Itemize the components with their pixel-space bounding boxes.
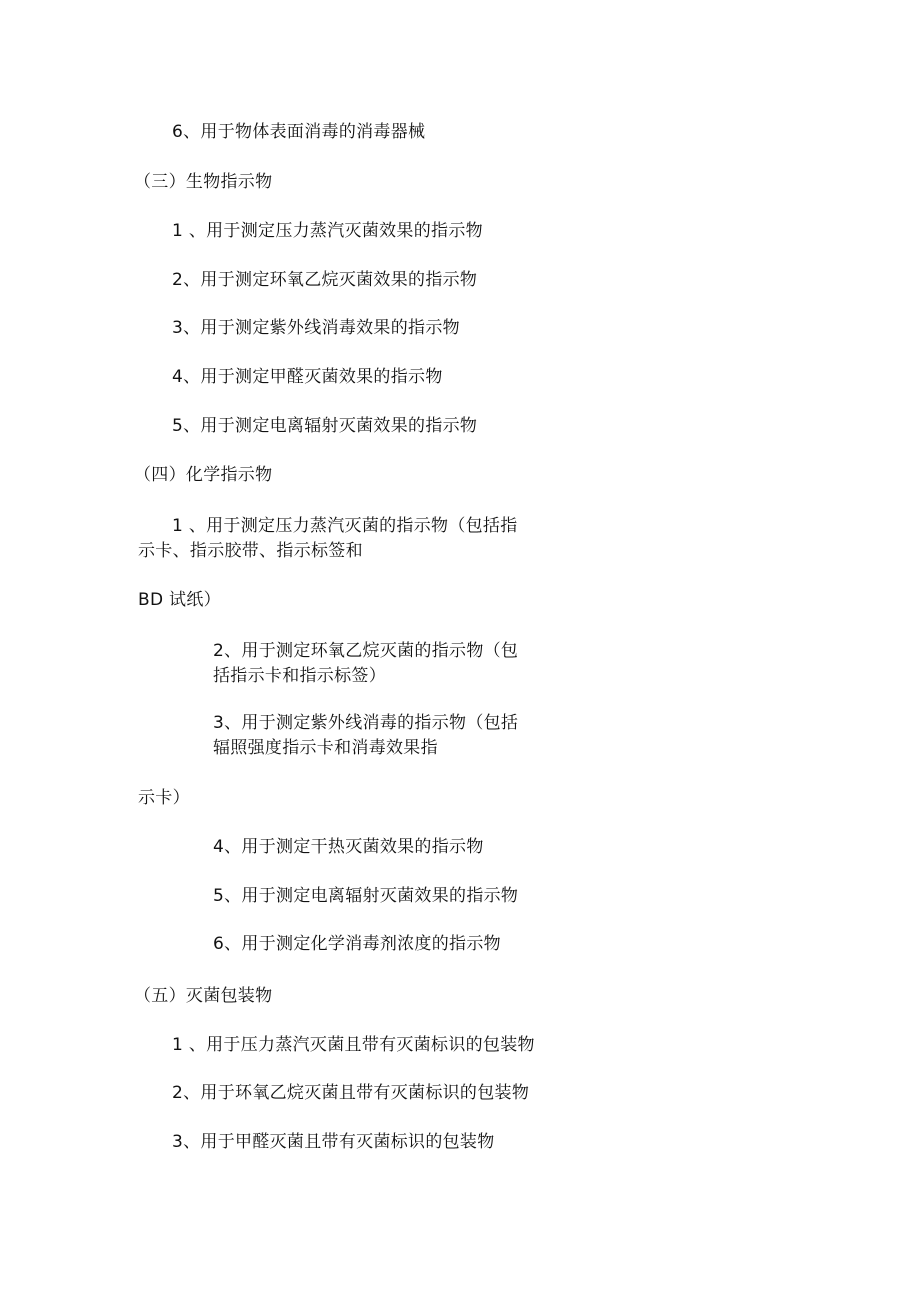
item-bio-indicator-2: 2、用于测定环氧乙烷灭菌效果的指示物 [172,270,478,290]
section-heading-chemical-indicators: （四）化学指示物 [134,465,273,485]
item-chem-indicator-2-line1: 2、用于测定环氧乙烷灭菌的指示物（包 [213,641,519,661]
item-chem-indicator-1-line1: 1 、用于测定压力蒸汽灭菌的指示物（包括指 [172,516,518,536]
item-chem-indicator-1-line2: 示卡、指示胶带、指示标签和 [138,541,363,561]
item-chem-indicator-5: 5、用于测定电离辐射灭菌效果的指示物 [213,886,519,906]
item-bio-indicator-1: 1 、用于测定压力蒸汽灭菌效果的指示物 [172,221,483,241]
item-chem-indicator-3-line1: 3、用于测定紫外线消毒的指示物（包括 [213,713,519,733]
item-chem-indicator-6: 6、用于测定化学消毒剂浓度的指示物 [213,934,501,954]
item-disinfection-device-surface: 6、用于物体表面消毒的消毒器械 [172,122,426,142]
item-chem-indicator-2-line2: 括指示卡和指示标签） [213,666,386,686]
item-packaging-3: 3、用于甲醛灭菌且带有灭菌标识的包装物 [172,1132,495,1152]
item-bio-indicator-5: 5、用于测定电离辐射灭菌效果的指示物 [172,416,478,436]
item-chem-indicator-4: 4、用于测定干热灭菌效果的指示物 [213,837,484,857]
item-packaging-2: 2、用于环氧乙烷灭菌且带有灭菌标识的包装物 [172,1083,530,1103]
section-heading-biological-indicators: （三）生物指示物 [134,172,273,192]
item-packaging-1: 1 、用于压力蒸汽灭菌且带有灭菌标识的包装物 [172,1035,535,1055]
item-chem-indicator-3-line3: 示卡） [138,788,190,808]
item-chem-indicator-1-line3: BD 试纸） [138,590,221,610]
section-heading-sterilization-packaging: （五）灭菌包装物 [134,986,273,1006]
item-chem-indicator-3-line2: 辐照强度指示卡和消毒效果指 [213,738,438,758]
item-bio-indicator-3: 3、用于测定紫外线消毒效果的指示物 [172,318,460,338]
item-bio-indicator-4: 4、用于测定甲醛灭菌效果的指示物 [172,367,443,387]
